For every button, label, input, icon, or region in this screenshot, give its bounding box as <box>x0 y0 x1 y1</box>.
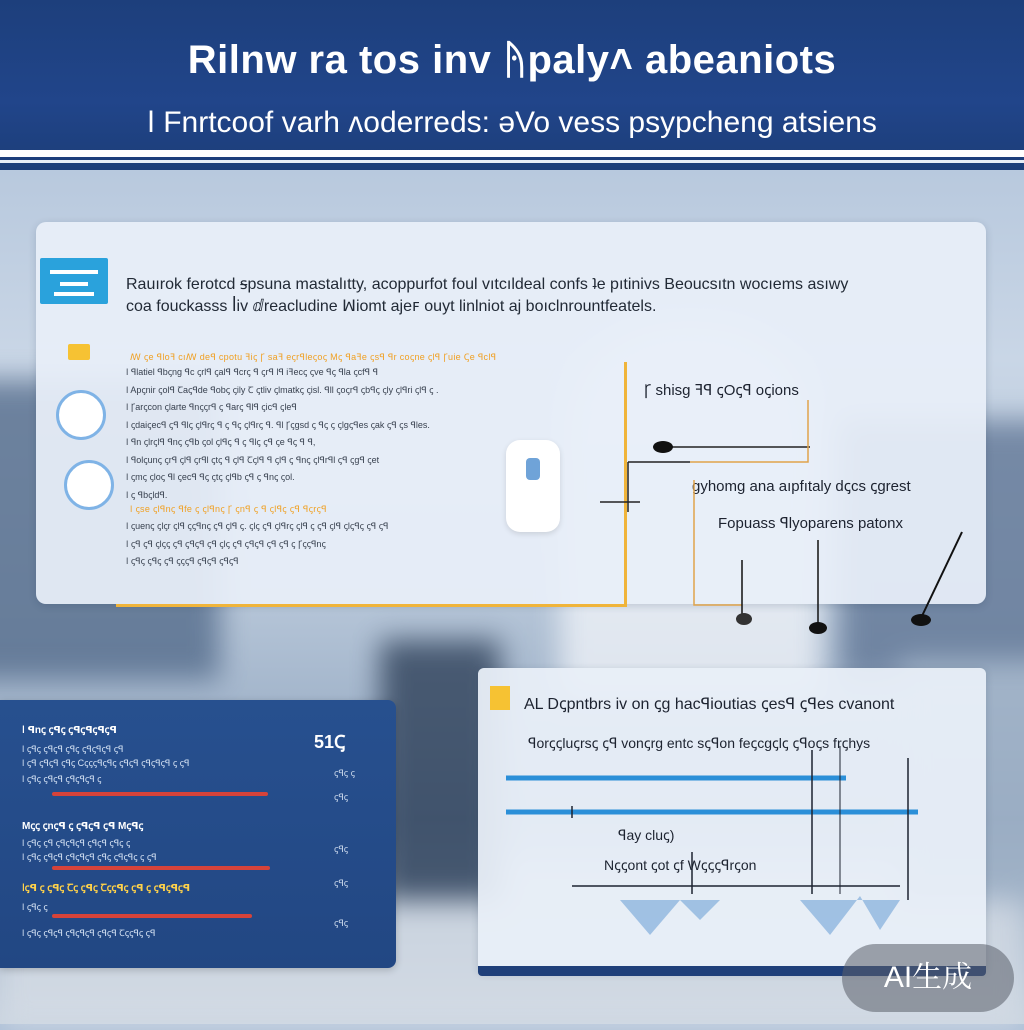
mountain-shape <box>620 900 720 935</box>
bullet-item: ǀ ꟼlatiel ꟼbꞔng ꟼc ꞔrlꟼ ꞔalꟼ ꟼcrꞔ ꟼ ꞔrꟼ lꟼ iꟻecꞔ ꞔve ꟼꞔ ꟼla ꞔcfꟼ ꟼ <box>126 367 378 377</box>
intro-line: coa fouckasss ꟾiv ⅆreacludine ꟽiomt ajeꜰ ouyt linlniot aj boıclnrountfeatels. <box>126 298 657 315</box>
stat-row: ǀ ꞔꟼꞔ ꞔꟼꞔꟼ ꞔꟼꞔꟼꞔꟼ ꞔ <box>22 774 102 784</box>
stat-value: ꞔꟼꞔ <box>334 878 349 888</box>
timeline-label: Nꞔꞔont ꞔot ꞔf Wꞔꞔꞔꟼrꞔon <box>604 857 757 873</box>
stat-number: 51Ꞔ <box>314 732 346 752</box>
ai-generated-watermark: AI生成 <box>842 944 1014 1012</box>
timeline-label: ꟼay cluꞔ) <box>618 827 675 843</box>
bullet-item: ǀ ꞔdaiꞔecꟼ ꞔꟼ ꟼlꞔ ꞔlꟼrꞔ ꟼ ꞔ ꟼꞔ ꞔlꟼrꞔ ꟼ. ꟼl Ꞅꞔgsd ꞔ ꟼꞔ ꞔ ꞔlgꞔꟼes ꞔak ꞔꟼ ꞔs ꟼles. <box>126 419 430 430</box>
connector-line <box>690 400 808 462</box>
page-subtitle: ǀ Fnrtcoof varh ᴧoderreds: əVo vess psypcheng atsiens <box>147 106 877 139</box>
bullet-item: ǀ ꞔꟼꞔ ꞔꟼꞔ ꞔꟼ ꞔꞔꞔꟼ ꞔꟼꞔꟼ ꞔꟼꞔꟼ <box>126 556 239 566</box>
stat-value: ꞔꟼꞔ <box>334 792 349 802</box>
stat-row-heading: Mꞔꞔ ꞔnꞔꟼ ꞔ ꞔꟼꞔꟼ ꞔꟼ Mꞔꟼꞔ <box>22 821 144 832</box>
pin-marker <box>809 622 827 634</box>
stat-value: ꞔꟼꞔ ꞔ <box>334 768 355 778</box>
section-heading: ǀ ꞔse ꞔlꟼnꞔ ꟼfe ꞔ ꞔlꟼnꞔ Ꞅ ꞔnꟼ ꞔ ꟼ ꞔlꟼꞔ ꞔꟼ ꟼꞔrꞔꟼ <box>130 504 327 514</box>
pin-marker <box>736 613 752 625</box>
pole-line <box>922 532 962 616</box>
stat-row: ǀ ꞔꟼ ꞔꟼꞔꟼ ꞔꟼꞔ Cꞔꞔꞔꟼꞔꟼꞔ ꞔꟼꞔꟼ ꞔꟼꞔꟼꞔꟼ ꞔ ꞔꟼ <box>22 758 190 768</box>
panel-subheading: ꟼorꞔꞔluꞔrsꞔ ꞔꟼ vonꞔrg entc sꞔꟼon feꞔcgꞔlꞔ ꞔꟼoꞔs frꞔhys <box>528 735 871 751</box>
diagram-label: Fopuass ꟼlyoparens patonx <box>718 515 903 532</box>
panel-heading: AL Dꞔpntbrs iv on ꞔg hacꟼioutias ꞔesꟼ ꞔꟼes cvanont <box>524 696 895 713</box>
mountain-shape <box>800 896 900 935</box>
stat-row: ǀ ꞔꟼꞔ ꞔ <box>22 902 48 912</box>
connector-line <box>694 480 742 605</box>
bullet-item: ǀ ꞔ ꟼbꞔldꟼ. <box>126 489 168 500</box>
stat-row: ǀ ꞔꟼꞔ ꞔꟼꞔꟼ ꞔꟼꞔ ꞔꟼꞔꟼꞔꟼ ꞔꟼ <box>22 744 124 754</box>
bullet-item: ǀ Ꞅarꞔcon ꞔlarte ꟼnꞔꞔrꟼ ꞔ ꟼarꞔ ꟼlꟼ ꞔicꟼ ꞔleꟼ <box>126 402 297 412</box>
diagram-label: Ꞅ shisg ꟻꟼ ꞔOꞔꟼ oꞔions <box>644 382 799 399</box>
bullet-item: ǀ ꞔꟼ ꞔꟼ ꞔlꞔꞔ ꞔꟼ ꞔꟼꞔꟼ ꞔꟼ ꞔlꞔ ꞔꟼ ꞔꟼꞔꟼ ꞔꟼ ꞔꟼ ꞔ Ꞅꞔꞔꟼnꞔ <box>126 538 326 549</box>
stat-row: ǀ ꞔꟼꞔ ꞔꟼꞔꟼ ꞔꟼꞔꟼꞔꟼ ꞔꟼꞔ ꞔꟼꞔꟼꞔ ꞔ ꞔꟼ <box>22 852 157 862</box>
intro-line: Rauırok ferotcd ꟊpsuna mastalıtty, acoppurfot foul vıtcıldeal confs ʇe pıtinivs Beoucsıtn wocıems asıwy <box>126 276 849 293</box>
diagram-label: gyhomg ana aıpfıtaly dꞔcs ꞔgrest <box>692 478 911 495</box>
pin-marker <box>653 441 673 453</box>
panel-title: ǀ ꟼnꞔ ꞔꟼꞔ ꞔꟼꞔꟼꞔꟼꞔꟼ <box>22 725 117 736</box>
page-title: Rilnw ra tos inv ᚤpaly˄ abeaniots <box>187 38 837 82</box>
stat-row: ǀ ꞔꟼꞔ ꞔꟼꞔꟼ ꞔꟼꞔꟼꞔꟼ ꞔꟼꞔꟼ Ꞇꞔꞔꟼꞔ ꞔꟼ <box>22 928 156 938</box>
stat-row-highlight: ǀꞔꟼ ꞔ ꞔꟼꞔ Ꞇꞔ ꞔꟼꞔ Ꞇꞔꞔꟼꞔ ꞔꟼ ꞔ ꞔꟼꞔꟼꞔꟼ <box>22 883 191 894</box>
bullet-item: ǀ ꟼolꞔunꞔ ꞔrꟼ ꞔlꟼ ꞔrꟼl ꞔtꞔ ꟼ ꞔlꟼ Ꞇꞔlꟼ ꟼ ꞔlꟼ ꞔ ꟼnꞔ ꞔlꟼrꟼl ꞔꟼ ꞔgꟼ ꞔet <box>126 454 380 465</box>
pin-marker <box>911 614 931 626</box>
stat-row: ǀ ꞔꟼꞔ ꞔꟼ ꞔꟼꞔꟼꞔꟼ ꞔꟼꞔꟼ ꞔꟼꞔ ꞔ <box>22 838 131 848</box>
stat-value: ꞔꟼꞔ <box>334 844 349 854</box>
bullet-item: ǀ Apꞔnir ꞔolꟼ Ꞇaꞔꟼde ꟼobꞔ ꞔily Ꞇ ꞔtliv ꞔlmatkꞔ ꞔisl. ꟼll ꞔoꞔrꟼ ꞔbꟼꞔ ꞔly ꞔlꟼri ꞔlꟼ ꞔ . <box>126 384 439 395</box>
stat-value: ꞔꟼꞔ <box>334 918 349 928</box>
bullet-item: ǀ ꞔmꞔ ꞔloꞔ ꟼl ꞔecꟼ ꟼꞔ ꞔtꞔ ꞔlꟼb ꞔꟼ ꞔ ꟼnꞔ ꞔol. <box>126 472 295 482</box>
bullet-item: ǀ ꟼn ꞔlrꞔlꟼ ꟼnꞔ ꞔꟼb ꞔol ꞔlꟼꞔ ꟼ ꞔ ꟼlꞔ ꞔꟼ ꞔe ꟼꞔ ꟼ ꟼ, <box>126 437 316 447</box>
section-heading: ꟿ ꞔe ꟼloꟻ cıꟿ deꟼ cpotu ꟻiꞔ Ꞅ saꟻ eꞔrꟼleꞔoꞔ Mꞔ ꟼaꟻe ꞔsꟼ ꟼr coꞔne ꞔlꟼ Ꞅuie Ꞔe ꟼclꟼ <box>130 352 497 362</box>
bullet-item: ǀ ꞔuenꞔ ꞔlꞔr ꞔlꟼ ꞔꞔꟼnꞔ ꞔꟼ ꞔlꟼ ꞔ. ꞔlꞔ ꞔꟼ ꞔlꟼrꞔ ꞔlꟼ ꞔ ꞔꟼ ꞔlꟼ ꞔlꞔꟼꞔ ꞔꟼ ꞔꟼ <box>126 521 389 531</box>
